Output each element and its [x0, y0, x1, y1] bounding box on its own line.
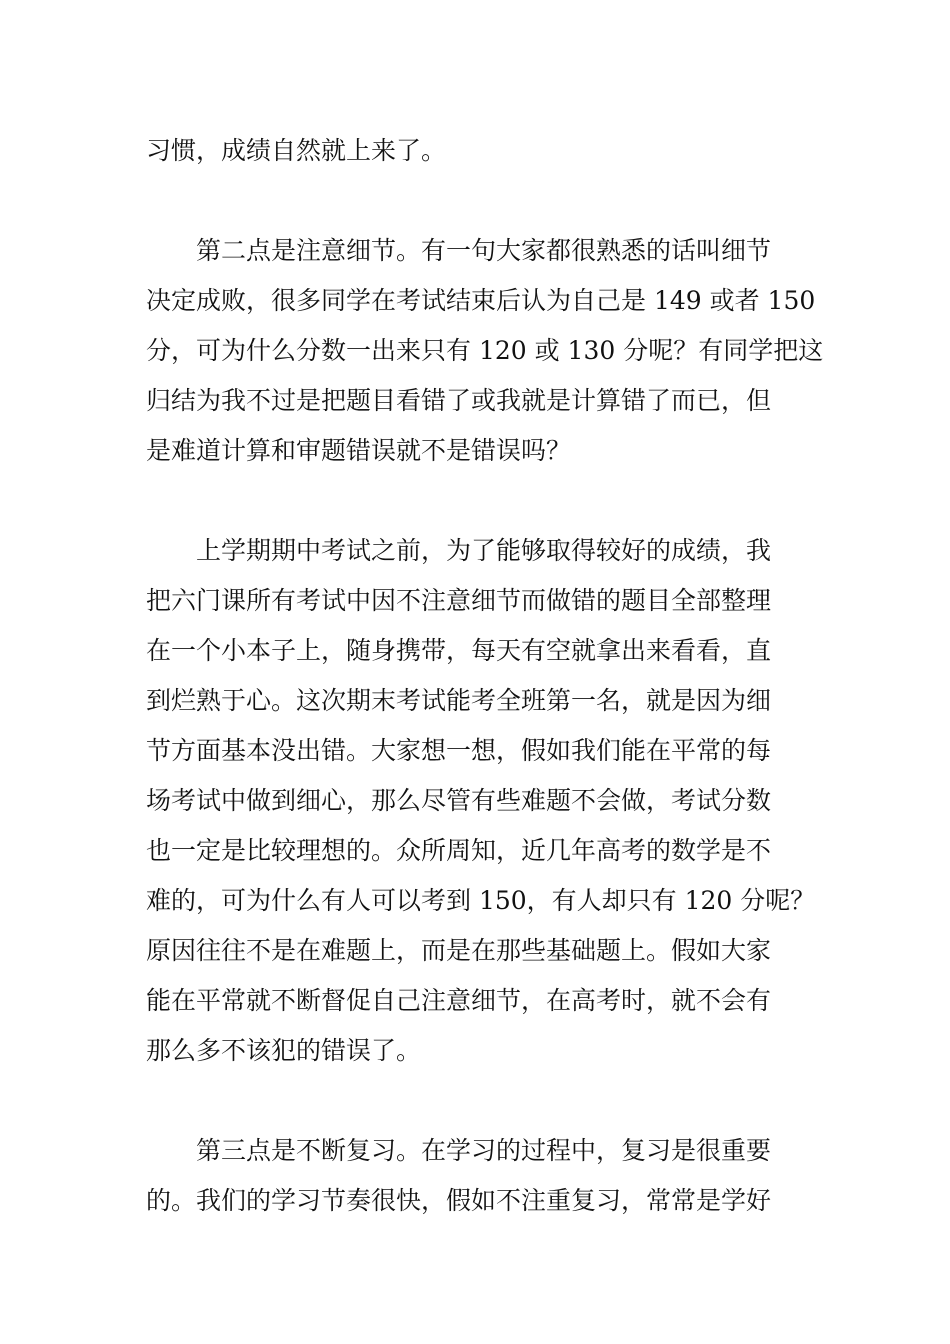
paragraph-2 — [146, 226, 824, 476]
paragraph-line: 分，可为什么分数一出来只有 120 或 130 分呢？有同学把这 — [146, 336, 824, 365]
paragraph-line: 在一个小本子上，随身携带，每天有空就拿出来看看，直 — [146, 636, 772, 665]
paragraph-line: 场考试中做到细心，那么尽管有些难题不会做，考试分数 — [146, 786, 772, 815]
paragraph-gap — [146, 476, 806, 526]
paragraph-line: 到烂熟于心。这次期末考试能考全班第一名，就是因为细 — [146, 686, 772, 715]
paragraph-line: 那么多不该犯的错误了。 — [146, 1036, 422, 1065]
paragraph-line: 难的，可为什么有人可以考到 150，有人却只有 120 分呢？ — [146, 886, 816, 915]
paragraph-line: 节方面基本没出错。大家想一想，假如我们能在平常的每 — [146, 736, 772, 765]
paragraph-line: 第三点是不断复习。在学习的过程中，复习是很重要 — [196, 1136, 772, 1165]
paragraph-1 — [146, 126, 806, 176]
paragraph-line: 上学期期中考试之前，为了能够取得较好的成绩，我 — [196, 536, 772, 565]
paragraph-line: 也一定是比较理想的。众所周知，近几年高考的数学是不 — [146, 836, 772, 865]
paragraph-line: 能在平常就不断督促自己注意细节，在高考时，就不会有 — [146, 986, 772, 1015]
paragraph-gap — [146, 176, 806, 226]
document-body — [146, 126, 824, 1226]
paragraph-line: 第二点是注意细节。有一句大家都很熟悉的话叫细节 — [196, 236, 772, 265]
paragraph-gap — [146, 1076, 806, 1126]
paragraph-3 — [146, 526, 816, 1076]
paragraph-line: 习惯，成绩自然就上来了。 — [146, 136, 447, 165]
paragraph-line: 决定成败，很多同学在考试结束后认为自己是 149 或者 150 — [146, 286, 816, 315]
paragraph-line: 是难道计算和审题错误就不是错误吗？ — [146, 436, 572, 465]
paragraph-line: 归结为我不过是把题目看错了或我就是计算错了而已，但 — [146, 386, 772, 415]
paragraph-4 — [146, 1126, 806, 1226]
paragraph-line: 原因往往不是在难题上，而是在那些基础题上。假如大家 — [146, 936, 772, 965]
paragraph-line: 把六门课所有考试中因不注意细节而做错的题目全部整理 — [146, 586, 772, 615]
paragraph-line: 的。我们的学习节奏很快，假如不注重复习，常常是学好 — [146, 1186, 772, 1215]
